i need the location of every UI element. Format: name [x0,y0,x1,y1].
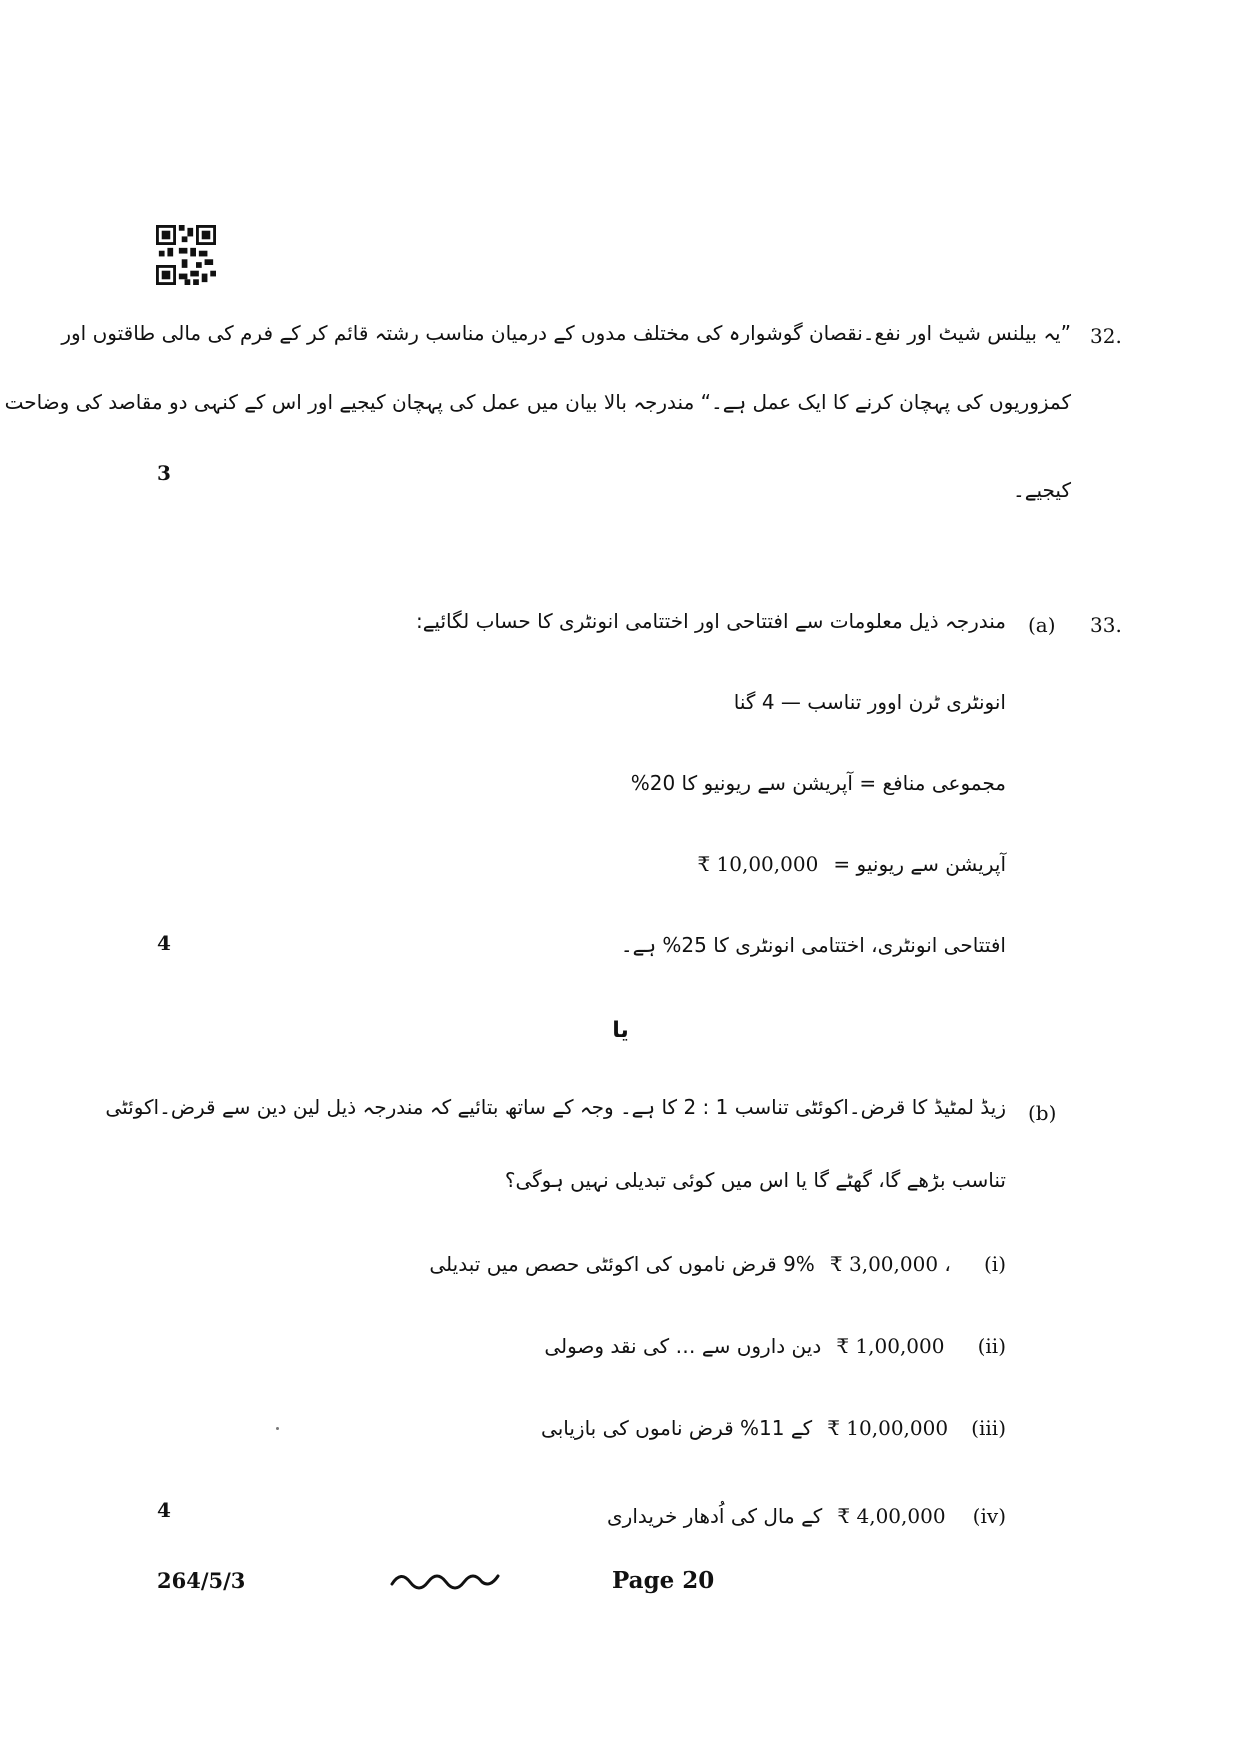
q33-a-revenue-value: ₹ 10,00,000 [697,852,819,876]
q32-line-2: کمزوریوں کی پہچان کرنے کا ایک عمل ہے۔“ مندرجہ بالا بیان میں عمل کی پہچان کیجیے اور اس کے کنہی دو مقاصد کی وضاحت [4,390,1071,414]
q33-a-revenue-text: آپریشن سے ریونیو = [833,852,1006,876]
q33-a-turnover: انونٹری ٹرن اوور تناسب — 4 گنا [733,690,1006,714]
item-amount: ₹ 3,00,000 ، [829,1252,951,1276]
q33-b-marks: 4 [157,1498,171,1522]
item-amount: ₹ 10,00,000 [827,1416,949,1440]
page-number: Page 20 [612,1567,715,1594]
item-amount: ₹ 1,00,000 [836,1334,945,1358]
q33-b-line-2: تناسب بڑھے گا، گھٹے گا یا اس میں کوئی تبدیلی نہیں ہوگی؟ [504,1168,1006,1192]
q33-a-revenue [506,854,1006,875]
q32-line-1: ”یہ بیلنس شیٹ اور نفع۔نقصان گوشوارہ کی مختلف مدوں کے درمیان مناسب رشتہ قائم کر کے فرم کی مالی طاقتوں اور [61,321,1071,345]
q33-number: 33. [1090,613,1122,637]
item-label: (i) [983,1252,1006,1276]
q33-a-gross-profit: مجموعی منافع = آپریشن سے ریونیو کا 20% [630,771,1006,795]
q33-a-marks: 4 [157,931,171,955]
item-text: کے مال کی اُدھار خریداری [607,1504,823,1528]
q33-b-label: (b) [1028,1101,1057,1125]
q33-b-item-iv [306,1506,1006,1527]
q33-b-item-i [306,1254,1006,1275]
paper-code: 264/5/3 [157,1568,246,1593]
scan-speck [276,1427,279,1430]
wave-ornament-icon [390,1566,500,1594]
item-amount: ₹ 4,00,000 [837,1504,946,1528]
or-separator: یا [612,1018,629,1043]
q33-b-line-1: زیڈ لمٹیڈ کا قرض۔اکوئٹی تناسب 1 : 2 کا ہے۔ وجہ کے ساتھ بتائیے کہ مندرجہ ذیل لین دین سے قرض۔اکوئٹی [105,1095,1006,1119]
item-text: 9% قرض ناموں کی اکوئٹی حصص میں تبدیلی [429,1252,815,1276]
item-label: (iv) [972,1504,1006,1528]
item-label: (ii) [977,1334,1006,1358]
q33-b-item-ii [306,1336,1006,1357]
q33-a-label: (a) [1028,613,1056,637]
q32-marks: 3 [157,461,171,485]
q33-a-opening-inventory: افتتاحی انونٹری، اختتامی انونٹری کا 25% ہے۔ [620,933,1006,957]
q32-line-3: کیجیے۔ [1013,478,1071,502]
qr-code-icon [156,225,216,285]
item-text: دین داروں سے … کی نقد وصولی [544,1334,822,1358]
q33-b-item-iii [306,1418,1006,1439]
q32-number: 32. [1090,324,1122,348]
item-label: (iii) [971,1416,1006,1440]
item-text: کے 11% قرض ناموں کی بازیابی [541,1416,813,1440]
q33-a-prompt: مندرجہ ذیل معلومات سے افتتاحی اور اختتامی انونٹری کا حساب لگائیے: [415,609,1006,633]
